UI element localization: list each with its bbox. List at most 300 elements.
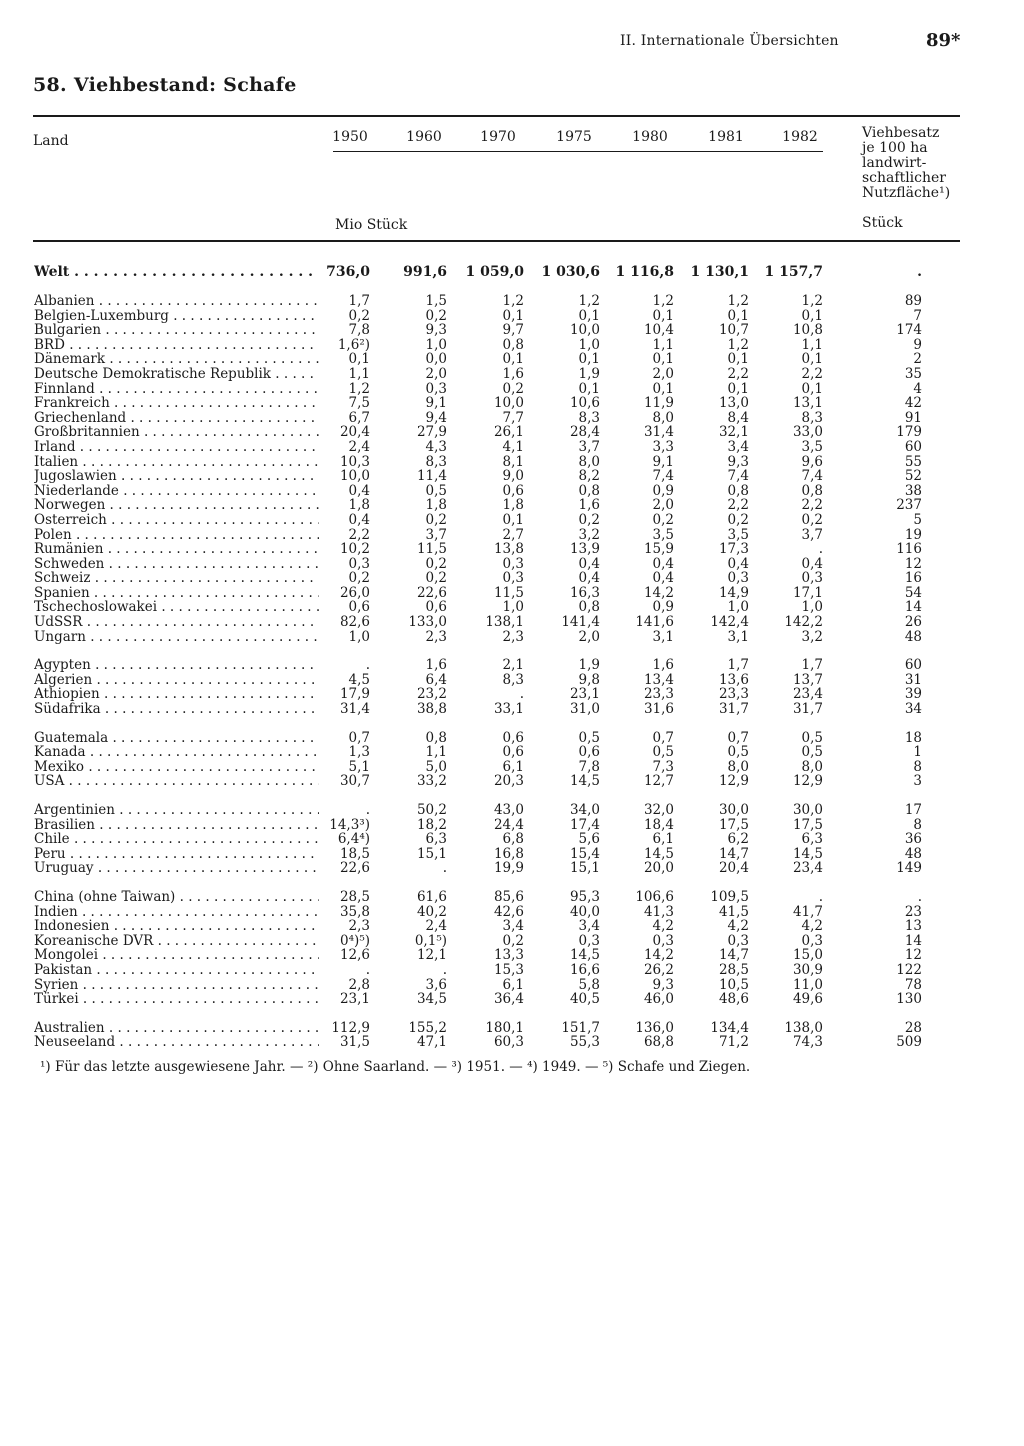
value-cell-1982: 3,7 [801,526,823,543]
value-cell-1982: 142,2 [784,614,823,631]
density-cell: 8 [913,758,922,775]
value-cell-1981: 3,5 [727,526,749,543]
value-cell-1975: 0,1 [578,380,600,397]
value-cell-1980: 41,3 [643,903,674,920]
value-cell-1982: 2,2 [801,365,823,382]
value-cell-1970: 26,1 [493,424,524,441]
value-cell-1975: 0,5 [578,729,600,746]
density-cell: 8 [913,816,922,833]
table-row [33,760,993,775]
table-row [33,803,993,818]
value-cell-1960: 15,1 [416,845,447,862]
table-row [33,382,993,397]
density-cell: 54 [904,584,922,601]
table-row [33,832,993,847]
value-cell-1950: 112,9 [331,1019,370,1036]
country-name: Niederlande . . . [34,484,319,499]
density-cell: 42 [904,395,922,412]
density-cell: 39 [904,686,922,703]
value-cell-1970: 36,4 [493,991,524,1008]
density-cell: 3 [913,773,922,790]
value-cell-1981: 8,4 [727,409,749,426]
table-row [33,440,993,455]
table-row [33,600,993,615]
value-cell-1950: 7,8 [348,322,370,339]
density-cell: 4 [913,380,922,397]
value-cell-1975: 13,9 [569,541,600,558]
country-name: Türkei . . . [34,992,319,1007]
value-cell-1960: 1,6 [425,657,447,674]
value-cell-1975: 28,4 [569,424,600,441]
value-cell-1950: 22,6 [339,860,370,877]
country-name: Tschechoslowakei . . . [34,600,319,615]
year-header-1981: 1981 [708,129,744,145]
value-cell-1970: 2,7 [502,526,524,543]
value-cell-1981: 7,4 [727,468,749,485]
country-name: BRD . . . [34,338,319,353]
value-cell-1975: 0,6 [578,744,600,761]
value-cell-1980: 18,4 [643,816,674,833]
value-cell-1950: 1,1 [348,365,370,382]
density-cell: 60 [904,657,922,674]
value-cell-1981: 2,2 [727,497,749,514]
value-cell-1982: 23,4 [792,860,823,877]
table-row [33,425,993,440]
value-cell-1950: 10,0 [339,468,370,485]
value-cell-1950: 1,6²) [337,336,370,353]
value-cell-1980: 15,9 [643,541,674,558]
density-cell: 48 [904,628,922,645]
value-cell-1975: 95,3 [569,888,600,905]
density-cell: 18 [904,729,922,746]
value-cell-1950: 1,7 [348,293,370,309]
value-cell-1970: 19,9 [493,860,524,877]
unit-stueck: Stück [862,215,903,231]
density-cell: 52 [904,468,922,485]
value-cell-1970: 13,8 [493,541,524,558]
value-cell-1970: 20,3 [493,773,524,790]
value-cell-1981: 17,5 [718,816,749,833]
value-cell-1950: 7,5 [348,395,370,412]
country-name: Brasilien . . . [34,818,319,833]
country-name: Rumänien . . . [34,542,319,557]
density-cell: 16 [904,570,922,587]
value-cell-1982: 14,5 [792,845,823,862]
header-bottom-rule [33,240,960,242]
value-cell-1950: 2,4 [348,438,370,455]
value-cell-1960: 1,1 [425,744,447,761]
value-cell-1980: 0,4 [652,555,674,572]
value-cell-1980: 10,4 [643,322,674,339]
value-cell-1960: 47,1 [416,1034,447,1051]
value-cell-1980: 0,7 [652,729,674,746]
density-cell: 509 [896,1034,922,1051]
density-cell: 9 [913,336,922,353]
country-name: Welt . . . [34,262,319,282]
value-cell-1981: 0,1 [727,351,749,368]
value-cell-1950: 1,2 [348,380,370,397]
value-cell-1982: 0,1 [801,307,823,324]
value-cell-1982: 49,6 [792,991,823,1008]
value-cell-1960: 0,8 [425,729,447,746]
value-cell-1970: 0,1 [502,307,524,324]
value-cell-1981: 1,7 [727,657,749,674]
value-cell-1981: 14,9 [718,584,749,601]
country-name: Polen . . . [34,528,319,543]
country-name: Neuseeland . . . [34,1035,319,1050]
density-cell: 36 [904,831,922,848]
density-cell: 13 [904,918,922,935]
value-cell-1982: 10,8 [792,322,823,339]
country-name: Spanien . . . [34,586,319,601]
table-row [33,658,993,673]
value-cell-1950: 14,3³) [329,816,370,833]
value-cell-1980: 9,1 [652,453,674,470]
density-cell: 38 [904,482,922,499]
density-cell: 28 [904,1019,922,1036]
value-cell-1975: 0,8 [578,599,600,616]
value-cell-1970: 8,3 [502,671,524,688]
country-name: Indien . . . [34,905,319,920]
value-cell-1960: 9,3 [425,322,447,339]
value-cell-1960: 2,0 [425,365,447,382]
value-cell-1982: 23,4 [792,686,823,703]
value-cell-1981: 0,3 [727,570,749,587]
value-cell-1950: 82,6 [339,614,370,631]
value-cell-1980: 9,3 [652,976,674,993]
value-cell-1980: 14,2 [643,584,674,601]
value-cell-1975: 15,4 [569,845,600,862]
value-cell-1970: 6,1 [502,976,524,993]
value-cell-1950: 6,4⁴) [337,831,370,848]
value-cell-1975: 1 030,6 [541,264,600,280]
value-cell-1950: 5,1 [348,758,370,775]
value-cell-1982: 8,3 [801,409,823,426]
country-name: Guatemala . . . [34,731,319,746]
country-name: Frankreich . . . [34,396,319,411]
value-cell-1960: 50,2 [416,802,447,818]
value-cell-1980: 136,0 [635,1019,674,1036]
value-cell-1975: 0,2 [578,511,600,528]
country-name: Finnland . . . [34,382,319,397]
group-spacer [33,789,993,803]
value-cell-1975: 3,4 [578,918,600,935]
value-cell-1981: 0,8 [727,482,749,499]
table-row [33,890,993,905]
value-cell-1980: 0,1 [652,351,674,368]
country-name: Argentinien . . . [34,803,319,818]
country-name: Pakistan . . . [34,963,319,978]
value-cell-1960: . [442,961,447,978]
value-cell-1970: 0,8 [502,336,524,353]
value-cell-1960: 11,5 [416,541,447,558]
value-cell-1981: 23,3 [718,686,749,703]
density-cell: 89 [904,293,922,309]
value-cell-1975: 9,8 [578,671,600,688]
value-cell-1980: 1,1 [652,336,674,353]
value-cell-1982: 9,6 [801,453,823,470]
value-cell-1981: 32,1 [718,424,749,441]
value-cell-1981: 1 130,1 [690,264,749,280]
value-cell-1982: 41,7 [792,903,823,920]
table-row [33,557,993,572]
value-cell-1970: 138,1 [485,614,524,631]
value-cell-1980: 0,9 [652,599,674,616]
value-cell-1981: 14,7 [718,947,749,964]
table-row [33,673,993,688]
value-cell-1960: 0,5 [425,482,447,499]
density-cell: 23 [904,903,922,920]
value-cell-1960: 991,6 [403,264,447,280]
density-cell: 78 [904,976,922,993]
value-cell-1970: 6,8 [502,831,524,848]
value-cell-1975: 1,9 [578,365,600,382]
value-cell-1970: 85,6 [493,888,524,905]
value-cell-1980: 1,2 [652,293,674,309]
value-cell-1970: 4,1 [502,438,524,455]
value-cell-1970: 33,1 [493,701,524,718]
table-row [33,861,993,876]
value-cell-1975: 15,1 [569,860,600,877]
density-cell: 31 [904,671,922,688]
value-cell-1950: 2,2 [348,526,370,543]
value-cell-1982: 31,7 [792,701,823,718]
value-cell-1950: 0,4 [348,511,370,528]
value-cell-1982: 0,3 [801,932,823,949]
value-cell-1982: 8,0 [801,758,823,775]
value-cell-1981: 1,2 [727,293,749,309]
table-row [33,934,993,949]
value-cell-1975: 23,1 [569,686,600,703]
value-cell-1960: 33,2 [416,773,447,790]
group-spacer [33,876,993,890]
value-cell-1980: 31,6 [643,701,674,718]
country-name: Deutsche Demokratische Republik . . . [34,367,319,382]
value-cell-1980: 20,0 [643,860,674,877]
value-cell-1975: 1,2 [578,293,600,309]
value-cell-1960: 18,2 [416,816,447,833]
year-header-rule [333,151,823,152]
value-cell-1970: 15,3 [493,961,524,978]
table-row [33,513,993,528]
value-cell-1970: 180,1 [485,1019,524,1036]
value-cell-1980: 46,0 [643,991,674,1008]
density-cell: 35 [904,365,922,382]
column-header-land: Land [33,133,69,149]
value-cell-1982: 2,2 [801,497,823,514]
value-cell-1960: 0,3 [425,380,447,397]
country-name: Schweden . . . [34,557,319,572]
value-cell-1975: 10,6 [569,395,600,412]
value-cell-1982: 30,0 [792,802,823,818]
value-cell-1981: 17,3 [718,541,749,558]
value-cell-1980: 14,5 [643,845,674,862]
value-cell-1982: 1,1 [801,336,823,353]
table-row [33,687,993,702]
value-cell-1975: 17,4 [569,816,600,833]
density-cell: 26 [904,614,922,631]
value-cell-1980: 14,2 [643,947,674,964]
value-cell-1975: 2,0 [578,628,600,645]
value-cell-1970: 6,1 [502,758,524,775]
value-cell-1982: 1,7 [801,657,823,674]
value-cell-1981: 2,2 [727,365,749,382]
table-row [33,992,993,1007]
value-cell-1975: 1,9 [578,657,600,674]
value-cell-1970: 0,1 [502,351,524,368]
value-cell-1982: 13,1 [792,395,823,412]
value-cell-1970: 60,3 [493,1034,524,1051]
value-cell-1975: 5,6 [578,831,600,848]
country-name: Belgien-Luxemburg . . . [34,309,319,324]
value-cell-1982: 0,2 [801,511,823,528]
table-row [33,1021,993,1036]
value-cell-1981: 1,2 [727,336,749,353]
density-cell: 174 [896,322,922,339]
value-cell-1981: 31,7 [718,701,749,718]
value-cell-1960: 1,5 [425,293,447,309]
value-cell-1950: 0,7 [348,729,370,746]
value-cell-1970: 1,2 [502,293,524,309]
value-cell-1981: 0,1 [727,307,749,324]
value-cell-1975: 0,4 [578,555,600,572]
value-cell-1950: 0,4 [348,482,370,499]
country-name: Dänemark . . . [34,352,319,367]
value-cell-1981: 30,0 [718,802,749,818]
value-cell-1980: 26,2 [643,961,674,978]
table-row [33,323,993,338]
value-cell-1950: 1,3 [348,744,370,761]
value-cell-1981: 4,2 [727,918,749,935]
value-cell-1980: 3,5 [652,526,674,543]
value-cell-1960: 1,8 [425,497,447,514]
value-cell-1980: 1,6 [652,657,674,674]
country-name: Kanada . . . [34,745,319,760]
year-header-1980: 1980 [632,129,668,145]
value-cell-1975: 8,0 [578,453,600,470]
value-cell-1981: 0,3 [727,932,749,949]
year-header-1950: 1950 [332,129,368,145]
value-cell-1960: 12,1 [416,947,447,964]
value-cell-1950: 4,5 [348,671,370,688]
value-cell-1981: 13,6 [718,671,749,688]
value-cell-1970: 0,1 [502,511,524,528]
value-cell-1981: 9,3 [727,453,749,470]
table-row [33,294,993,309]
value-cell-1960: 3,7 [425,526,447,543]
density-cell: 1 [913,744,922,761]
value-cell-1970: . [519,686,524,703]
value-cell-1981: 8,0 [727,758,749,775]
value-cell-1950: 0,3 [348,555,370,572]
table-row [33,498,993,513]
value-cell-1970: 0,6 [502,744,524,761]
table-row [33,411,993,426]
value-cell-1982: 15,0 [792,947,823,964]
value-cell-1950: 0⁴)⁵) [340,932,370,949]
country-name: Ägypten . . . [34,658,319,673]
group-spacer [33,1007,993,1021]
density-cell: 55 [904,453,922,470]
value-cell-1981: 10,5 [718,976,749,993]
country-name: Chile . . . [34,832,319,847]
country-name: Südafrika . . . [34,702,319,717]
value-cell-1960: 0,2 [425,307,447,324]
value-cell-1982: 1,0 [801,599,823,616]
value-cell-1970: 0,3 [502,555,524,572]
year-header-1970: 1970 [480,129,516,145]
density-cell: 14 [904,599,922,616]
value-cell-1980: 68,8 [643,1034,674,1051]
value-cell-1981: 109,5 [710,888,749,905]
table-body [33,262,993,1050]
density-cell: 60 [904,438,922,455]
country-name: Uruguay . . . [34,861,319,876]
value-cell-1970: 24,4 [493,816,524,833]
world-total-row [33,262,993,282]
value-cell-1981: 41,5 [718,903,749,920]
value-cell-1960: 22,6 [416,584,447,601]
value-cell-1975: 31,0 [569,701,600,718]
value-cell-1970: 0,2 [502,380,524,397]
value-cell-1970: 1,6 [502,365,524,382]
density-cell: 91 [904,409,922,426]
country-name: China (ohne Taiwan) . . . [34,890,319,905]
value-cell-1950: 0,1 [348,351,370,368]
table-row [33,702,993,717]
value-cell-1982: . [818,541,823,558]
value-cell-1982: 3,5 [801,438,823,455]
value-cell-1982: 12,9 [792,773,823,790]
country-name: Mexiko . . . [34,760,319,775]
value-cell-1960: 0,0 [425,351,447,368]
value-cell-1975: 34,0 [569,802,600,818]
value-cell-1982: 11,0 [792,976,823,993]
table-row [33,367,993,382]
table-row [33,978,993,993]
density-cell: 237 [896,497,922,514]
country-name: Großbritannien . . . [34,425,319,440]
country-name: USA . . . [34,774,319,789]
value-cell-1975: 1,0 [578,336,600,353]
density-cell: 14 [904,932,922,949]
table-title: 58. Viehbestand: Schafe [33,74,297,96]
value-cell-1970: 0,6 [502,729,524,746]
value-cell-1950: 28,5 [339,888,370,905]
value-cell-1982: 7,4 [801,468,823,485]
density-cell: . [917,264,922,280]
value-cell-1975: 7,8 [578,758,600,775]
country-name: Schweiz . . . [34,571,319,586]
density-cell: 149 [896,860,922,877]
value-cell-1975: 16,6 [569,961,600,978]
country-name: Griechenland . . . [34,411,319,426]
value-cell-1950: 6,7 [348,409,370,426]
value-cell-1982: . [818,888,823,905]
value-cell-1980: 0,1 [652,380,674,397]
value-cell-1981: 134,4 [710,1019,749,1036]
value-cell-1975: 14,5 [569,773,600,790]
value-cell-1960: 133,0 [408,614,447,631]
value-cell-1970: 0,3 [502,570,524,587]
value-cell-1982: 1,2 [801,293,823,309]
density-cell: 12 [904,947,922,964]
year-header-1960: 1960 [406,129,442,145]
value-cell-1982: 0,8 [801,482,823,499]
value-cell-1960: 34,5 [416,991,447,1008]
value-cell-1980: 4,2 [652,918,674,935]
table-row [33,309,993,324]
